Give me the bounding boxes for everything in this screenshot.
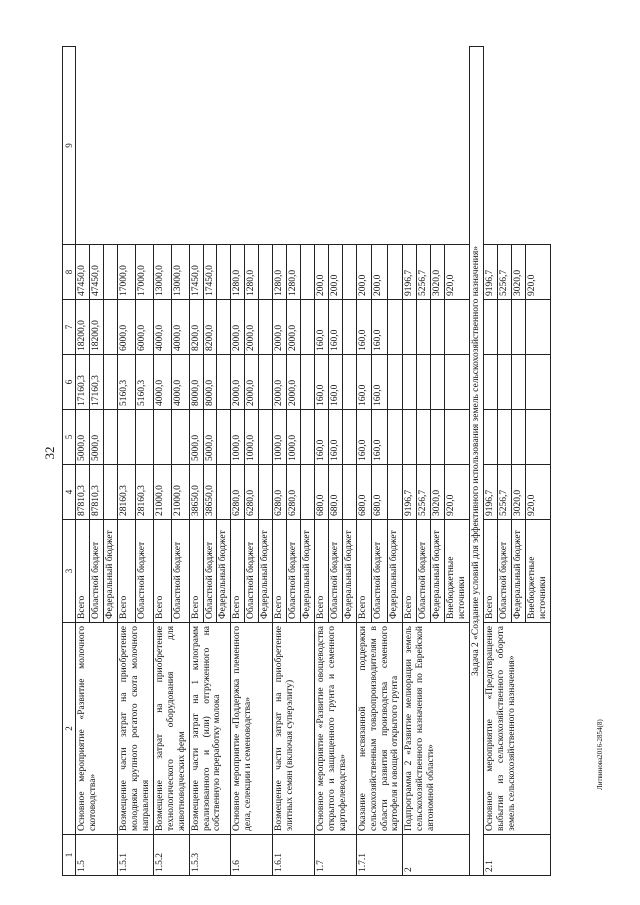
activity-name: Основное мероприятие «Развитие овощеводства открытого и защищенного грунта и семенного картофелеводства» xyxy=(314,623,356,835)
amount-cell xyxy=(104,355,118,410)
amount-cell: 2000,0 xyxy=(231,355,245,410)
funding-source: Внебюджетные источники xyxy=(445,520,470,623)
amount-cell: 920,0 xyxy=(525,245,550,300)
amount-cell: 28160,3 xyxy=(118,465,136,520)
amount-cell xyxy=(445,410,470,465)
funding-source: Федеральный бюджет xyxy=(301,520,315,623)
amount-cell: 6280,0 xyxy=(287,465,301,520)
amount-cell: 160,0 xyxy=(328,410,342,465)
amount-cell: 8200,0 xyxy=(203,300,217,355)
funding-source: Всего xyxy=(356,520,372,623)
amount-cell: 9196,7 xyxy=(483,465,497,520)
header-cell: 7 xyxy=(63,300,76,355)
amount-cell: 4000,0 xyxy=(171,300,189,355)
amount-cell xyxy=(525,355,550,410)
funding-source: Областной бюджет xyxy=(203,520,217,623)
amount-cell: 2000,0 xyxy=(273,300,287,355)
amount-cell: 5160,3 xyxy=(118,355,136,410)
amount-cell xyxy=(525,300,550,355)
amount-cell xyxy=(301,465,315,520)
header-cell: 6 xyxy=(63,355,76,410)
amount-cell: 1280,0 xyxy=(231,245,245,300)
funding-source: Всего xyxy=(189,520,203,623)
amount-cell: 2000,0 xyxy=(245,355,259,410)
funding-source: Всего xyxy=(483,520,497,623)
header-cell: 8 xyxy=(63,245,76,300)
amount-cell: 28160,3 xyxy=(135,465,153,520)
amount-cell xyxy=(259,465,273,520)
amount-cell: 160,0 xyxy=(372,410,388,465)
amount-cell: 87810,3 xyxy=(90,465,104,520)
amount-cell xyxy=(342,410,356,465)
funding-source: Всего xyxy=(273,520,287,623)
header-cell: 1 xyxy=(63,835,76,876)
amount-cell: 160,0 xyxy=(356,355,372,410)
amount-cell: 5256,7 xyxy=(497,465,511,520)
amount-cell xyxy=(259,300,273,355)
amount-cell: 17450,0 xyxy=(189,245,203,300)
amount-cell xyxy=(403,410,417,465)
amount-cell xyxy=(387,300,403,355)
amount-cell: 4000,0 xyxy=(153,355,171,410)
amount-cell xyxy=(153,410,171,465)
amount-cell: 160,0 xyxy=(328,300,342,355)
amount-cell xyxy=(259,410,273,465)
activity-name: Возмещение затрат на приобретение технологического оборудования для животноводческих ферм xyxy=(153,623,189,835)
amount-cell: 200,0 xyxy=(356,245,372,300)
table-row xyxy=(314,47,328,876)
header-cell: 3 xyxy=(63,520,76,623)
header-cell: 2 xyxy=(63,623,76,835)
amount-cell: 3020,0 xyxy=(431,465,445,520)
funding-source: Федеральный бюджет xyxy=(387,520,403,623)
amount-cell: 9196,7 xyxy=(483,245,497,300)
funding-source: Областной бюджет xyxy=(417,520,431,623)
amount-cell xyxy=(104,465,118,520)
funding-source: Областной бюджет xyxy=(372,520,388,623)
amount-cell: 2000,0 xyxy=(287,300,301,355)
amount-cell xyxy=(431,355,445,410)
amount-cell: 1000,0 xyxy=(231,410,245,465)
amount-cell: 47450,0 xyxy=(76,245,90,300)
funding-source: Федеральный бюджет xyxy=(104,520,118,623)
amount-cell: 21000,0 xyxy=(171,465,189,520)
amount-cell xyxy=(217,245,231,300)
amount-cell: 6280,0 xyxy=(231,465,245,520)
amount-cell: 4000,0 xyxy=(153,300,171,355)
amount-cell: 2000,0 xyxy=(245,300,259,355)
amount-cell: 3020,0 xyxy=(511,465,525,520)
funding-source: Областной бюджет xyxy=(245,520,259,623)
funding-source: Федеральный бюджет xyxy=(511,520,525,623)
table-row xyxy=(403,47,417,876)
amount-cell xyxy=(497,410,511,465)
amount-cell: 8000,0 xyxy=(189,355,203,410)
document-stamp: Литвинова2016-2854(8) xyxy=(596,719,604,790)
activity-name: Возмещение части затрат на 1 килограмм реализованного и (или) отгруженного на собственную переработку молока xyxy=(189,623,231,835)
funding-source: Областной бюджет xyxy=(135,520,153,623)
amount-cell xyxy=(497,355,511,410)
amount-cell: 1000,0 xyxy=(273,410,287,465)
funding-source: Областной бюджет xyxy=(497,520,511,623)
budget-table-body xyxy=(63,47,551,876)
amount-cell xyxy=(301,410,315,465)
table-row xyxy=(118,47,136,876)
amount-cell: 21000,0 xyxy=(153,465,171,520)
amount-cell: 5000,0 xyxy=(189,410,203,465)
amount-cell xyxy=(403,300,417,355)
amount-cell: 8000,0 xyxy=(203,355,217,410)
table-header-row xyxy=(63,47,76,876)
funding-source: Федеральный бюджет xyxy=(217,520,231,623)
amount-cell xyxy=(387,245,403,300)
header-cell: 4 xyxy=(63,465,76,520)
amount-cell: 680,0 xyxy=(356,465,372,520)
amount-cell xyxy=(342,465,356,520)
amount-cell xyxy=(417,410,431,465)
amount-cell: 38650,0 xyxy=(189,465,203,520)
amount-cell xyxy=(483,300,497,355)
funding-source: Областной бюджет xyxy=(90,520,104,623)
amount-cell: 1000,0 xyxy=(287,410,301,465)
row-number: 1.7.1 xyxy=(356,835,403,876)
funding-source: Всего xyxy=(231,520,245,623)
amount-cell xyxy=(445,300,470,355)
funding-source: Федеральный бюджет xyxy=(342,520,356,623)
amount-cell xyxy=(445,355,470,410)
amount-cell: 87810,3 xyxy=(76,465,90,520)
amount-cell xyxy=(104,245,118,300)
amount-cell: 17160,3 xyxy=(90,355,104,410)
amount-cell xyxy=(259,355,273,410)
row-number: 1.5.2 xyxy=(153,835,189,876)
activity-name: Возмещение части затрат на приобретение молодняка крупного рогатого скота молочного направления xyxy=(118,623,154,835)
activity-name: Основное мероприятие «Поддержка племенного дела, селекции и семеноводства» xyxy=(231,623,273,835)
funding-source: Всего xyxy=(314,520,328,623)
amount-cell xyxy=(511,300,525,355)
amount-cell: 1000,0 xyxy=(245,410,259,465)
amount-cell: 920,0 xyxy=(445,245,470,300)
row-number: 2 xyxy=(403,835,470,876)
amount-cell xyxy=(217,465,231,520)
amount-cell: 920,0 xyxy=(445,465,470,520)
amount-cell: 680,0 xyxy=(328,465,342,520)
amount-cell: 200,0 xyxy=(328,245,342,300)
funding-source: Областной бюджет xyxy=(287,520,301,623)
amount-cell: 1280,0 xyxy=(245,245,259,300)
amount-cell xyxy=(217,300,231,355)
amount-cell xyxy=(301,245,315,300)
amount-cell: 160,0 xyxy=(372,300,388,355)
table-row xyxy=(273,47,287,876)
budget-table xyxy=(62,46,551,876)
amount-cell xyxy=(483,355,497,410)
table-row xyxy=(483,47,497,876)
amount-cell xyxy=(525,410,550,465)
amount-cell: 9196,7 xyxy=(403,245,417,300)
amount-cell: 3020,0 xyxy=(431,245,445,300)
activity-name: Основное мероприятие «Предотвращение выбытия из сельскохозяйственного оборота земель сельскохозяйственного назначения» xyxy=(483,623,550,835)
amount-cell: 47450,0 xyxy=(90,245,104,300)
amount-cell: 2000,0 xyxy=(273,355,287,410)
amount-cell xyxy=(387,355,403,410)
task-title: Задача 2 «Создание условий для эффективного использования земель сельскохозяйственного назначения» xyxy=(470,47,484,876)
amount-cell xyxy=(483,410,497,465)
amount-cell: 160,0 xyxy=(372,355,388,410)
amount-cell: 920,0 xyxy=(525,465,550,520)
amount-cell: 5256,7 xyxy=(417,465,431,520)
header-cell: 9 xyxy=(63,47,76,245)
amount-cell: 18200,0 xyxy=(76,300,90,355)
amount-cell xyxy=(511,355,525,410)
amount-cell: 6280,0 xyxy=(245,465,259,520)
row-number: 1.6.1 xyxy=(273,835,315,876)
amount-cell xyxy=(511,410,525,465)
amount-cell: 17000,0 xyxy=(135,245,153,300)
amount-cell: 680,0 xyxy=(372,465,388,520)
amount-cell: 38650,0 xyxy=(203,465,217,520)
funding-source: Федеральный бюджет xyxy=(259,520,273,623)
amount-cell xyxy=(387,465,403,520)
amount-cell: 160,0 xyxy=(328,355,342,410)
amount-cell: 5256,7 xyxy=(497,245,511,300)
amount-cell: 160,0 xyxy=(356,300,372,355)
table-row xyxy=(153,47,171,876)
amount-cell: 680,0 xyxy=(314,465,328,520)
table-row xyxy=(189,47,203,876)
row-number: 1.6 xyxy=(231,835,273,876)
amount-cell: 6000,0 xyxy=(135,300,153,355)
amount-cell xyxy=(118,410,136,465)
activity-name: Оказание несвязанной поддержки сельскохозяйственным товаропроизводителям в области развития производства семенного картофеля и овощей открытого грунта xyxy=(356,623,403,835)
amount-cell xyxy=(417,300,431,355)
amount-cell: 6000,0 xyxy=(118,300,136,355)
funding-source: Федеральный бюджет xyxy=(431,520,445,623)
amount-cell xyxy=(431,410,445,465)
amount-cell: 5000,0 xyxy=(203,410,217,465)
amount-cell xyxy=(301,355,315,410)
table-row xyxy=(356,47,372,876)
row-number: 1.5 xyxy=(76,835,118,876)
amount-cell xyxy=(217,410,231,465)
amount-cell: 4000,0 xyxy=(171,355,189,410)
activity-name: Возмещение части затрат на приобретение элитных семян (включая суперэлиту) xyxy=(273,623,315,835)
amount-cell xyxy=(403,355,417,410)
amount-cell: 160,0 xyxy=(314,355,328,410)
amount-cell: 8200,0 xyxy=(189,300,203,355)
amount-cell: 160,0 xyxy=(356,410,372,465)
amount-cell: 5256,7 xyxy=(417,245,431,300)
amount-cell: 13000,0 xyxy=(153,245,171,300)
table-row xyxy=(231,47,245,876)
activity-name: Основное мероприятие «Развитие молочного скотоводства» xyxy=(76,623,118,835)
task-row xyxy=(470,47,484,876)
amount-cell: 160,0 xyxy=(314,410,328,465)
amount-cell: 160,0 xyxy=(314,300,328,355)
funding-source: Всего xyxy=(76,520,90,623)
funding-source: Всего xyxy=(153,520,171,623)
rotated-table-container xyxy=(62,46,582,876)
amount-cell: 2000,0 xyxy=(231,300,245,355)
amount-cell: 200,0 xyxy=(314,245,328,300)
amount-cell xyxy=(104,300,118,355)
row-number: 2.1 xyxy=(483,835,550,876)
amount-cell: 17000,0 xyxy=(118,245,136,300)
activity-name: Подпрограмма 2 «Развитие мелиорации земель сельскохозяйственного назначения по Еврейской автономной области» xyxy=(403,623,470,835)
funding-source: Всего xyxy=(403,520,417,623)
amount-cell xyxy=(417,355,431,410)
amount-cell xyxy=(342,300,356,355)
row-number: 1.7 xyxy=(314,835,356,876)
amount-cell xyxy=(431,300,445,355)
amount-cell xyxy=(497,300,511,355)
funding-source: Областной бюджет xyxy=(328,520,342,623)
amount-cell: 5000,0 xyxy=(76,410,90,465)
amount-cell: 1280,0 xyxy=(287,245,301,300)
amount-cell: 13000,0 xyxy=(171,245,189,300)
amount-cell xyxy=(171,410,189,465)
amount-cell xyxy=(259,245,273,300)
amount-cell: 3020,0 xyxy=(511,245,525,300)
amount-cell: 6280,0 xyxy=(273,465,287,520)
amount-cell xyxy=(387,410,403,465)
amount-cell: 18200,0 xyxy=(90,300,104,355)
amount-cell: 17450,0 xyxy=(203,245,217,300)
amount-cell: 5160,3 xyxy=(135,355,153,410)
header-cell: 5 xyxy=(63,410,76,465)
row-number: 1.5.3 xyxy=(189,835,231,876)
amount-cell xyxy=(217,355,231,410)
amount-cell: 1280,0 xyxy=(273,245,287,300)
amount-cell: 200,0 xyxy=(372,245,388,300)
amount-cell xyxy=(301,300,315,355)
amount-cell: 2000,0 xyxy=(287,355,301,410)
amount-cell xyxy=(342,245,356,300)
page-number: 32 xyxy=(42,446,57,460)
funding-source: Областной бюджет xyxy=(171,520,189,623)
table-row xyxy=(76,47,90,876)
amount-cell xyxy=(135,410,153,465)
amount-cell xyxy=(104,410,118,465)
row-number: 1.5.1 xyxy=(118,835,154,876)
amount-cell: 17160,3 xyxy=(76,355,90,410)
amount-cell: 5000,0 xyxy=(90,410,104,465)
funding-source: Всего xyxy=(118,520,136,623)
amount-cell: 9196,7 xyxy=(403,465,417,520)
funding-source: Внебюджетные источники xyxy=(525,520,550,623)
amount-cell xyxy=(342,355,356,410)
